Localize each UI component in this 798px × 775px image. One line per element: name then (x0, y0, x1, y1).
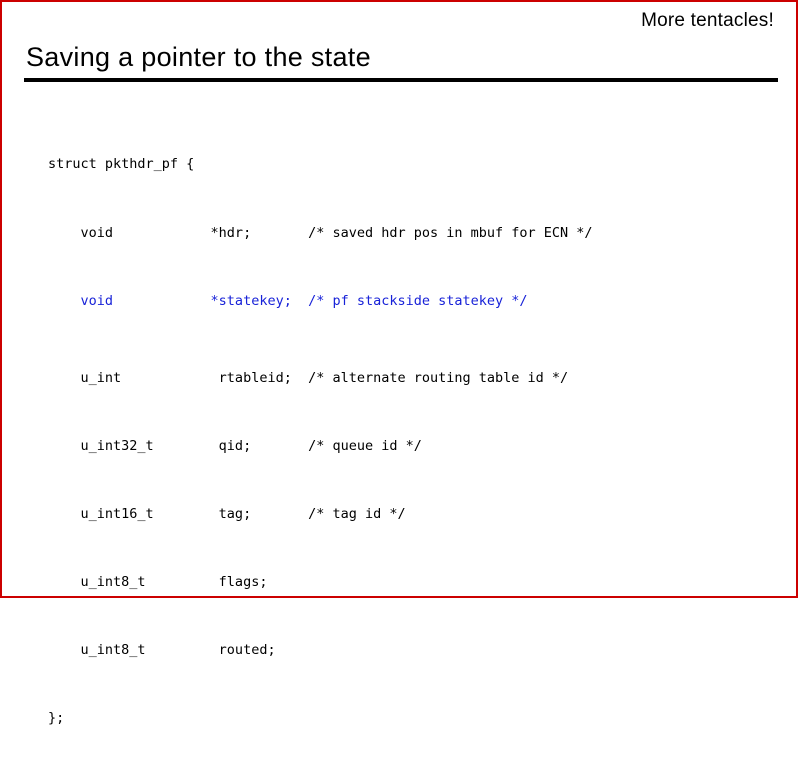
code-line: struct pkthdr_pf { (48, 156, 195, 173)
code-block (48, 108, 593, 775)
header-note: More tentacles! (641, 10, 774, 31)
code-line: u_int8_t routed; (48, 642, 276, 659)
code-line: u_int rtableid; /* alternate routing table id */ (48, 369, 569, 386)
code-line: u_int16_t tag; /* tag id */ (48, 505, 406, 522)
code-line: }; (48, 710, 65, 727)
title-divider (24, 78, 778, 82)
code-line: u_int32_t qid; /* queue id */ (48, 437, 422, 454)
page-title: Saving a pointer to the state (26, 42, 371, 72)
code-line: void *hdr; /* saved hdr pos in mbuf for ECN */ (48, 224, 593, 241)
code-line: u_int8_t flags; (48, 574, 268, 591)
code-line-highlighted: void *statekey; /* pf stackside statekey */ (48, 292, 528, 309)
